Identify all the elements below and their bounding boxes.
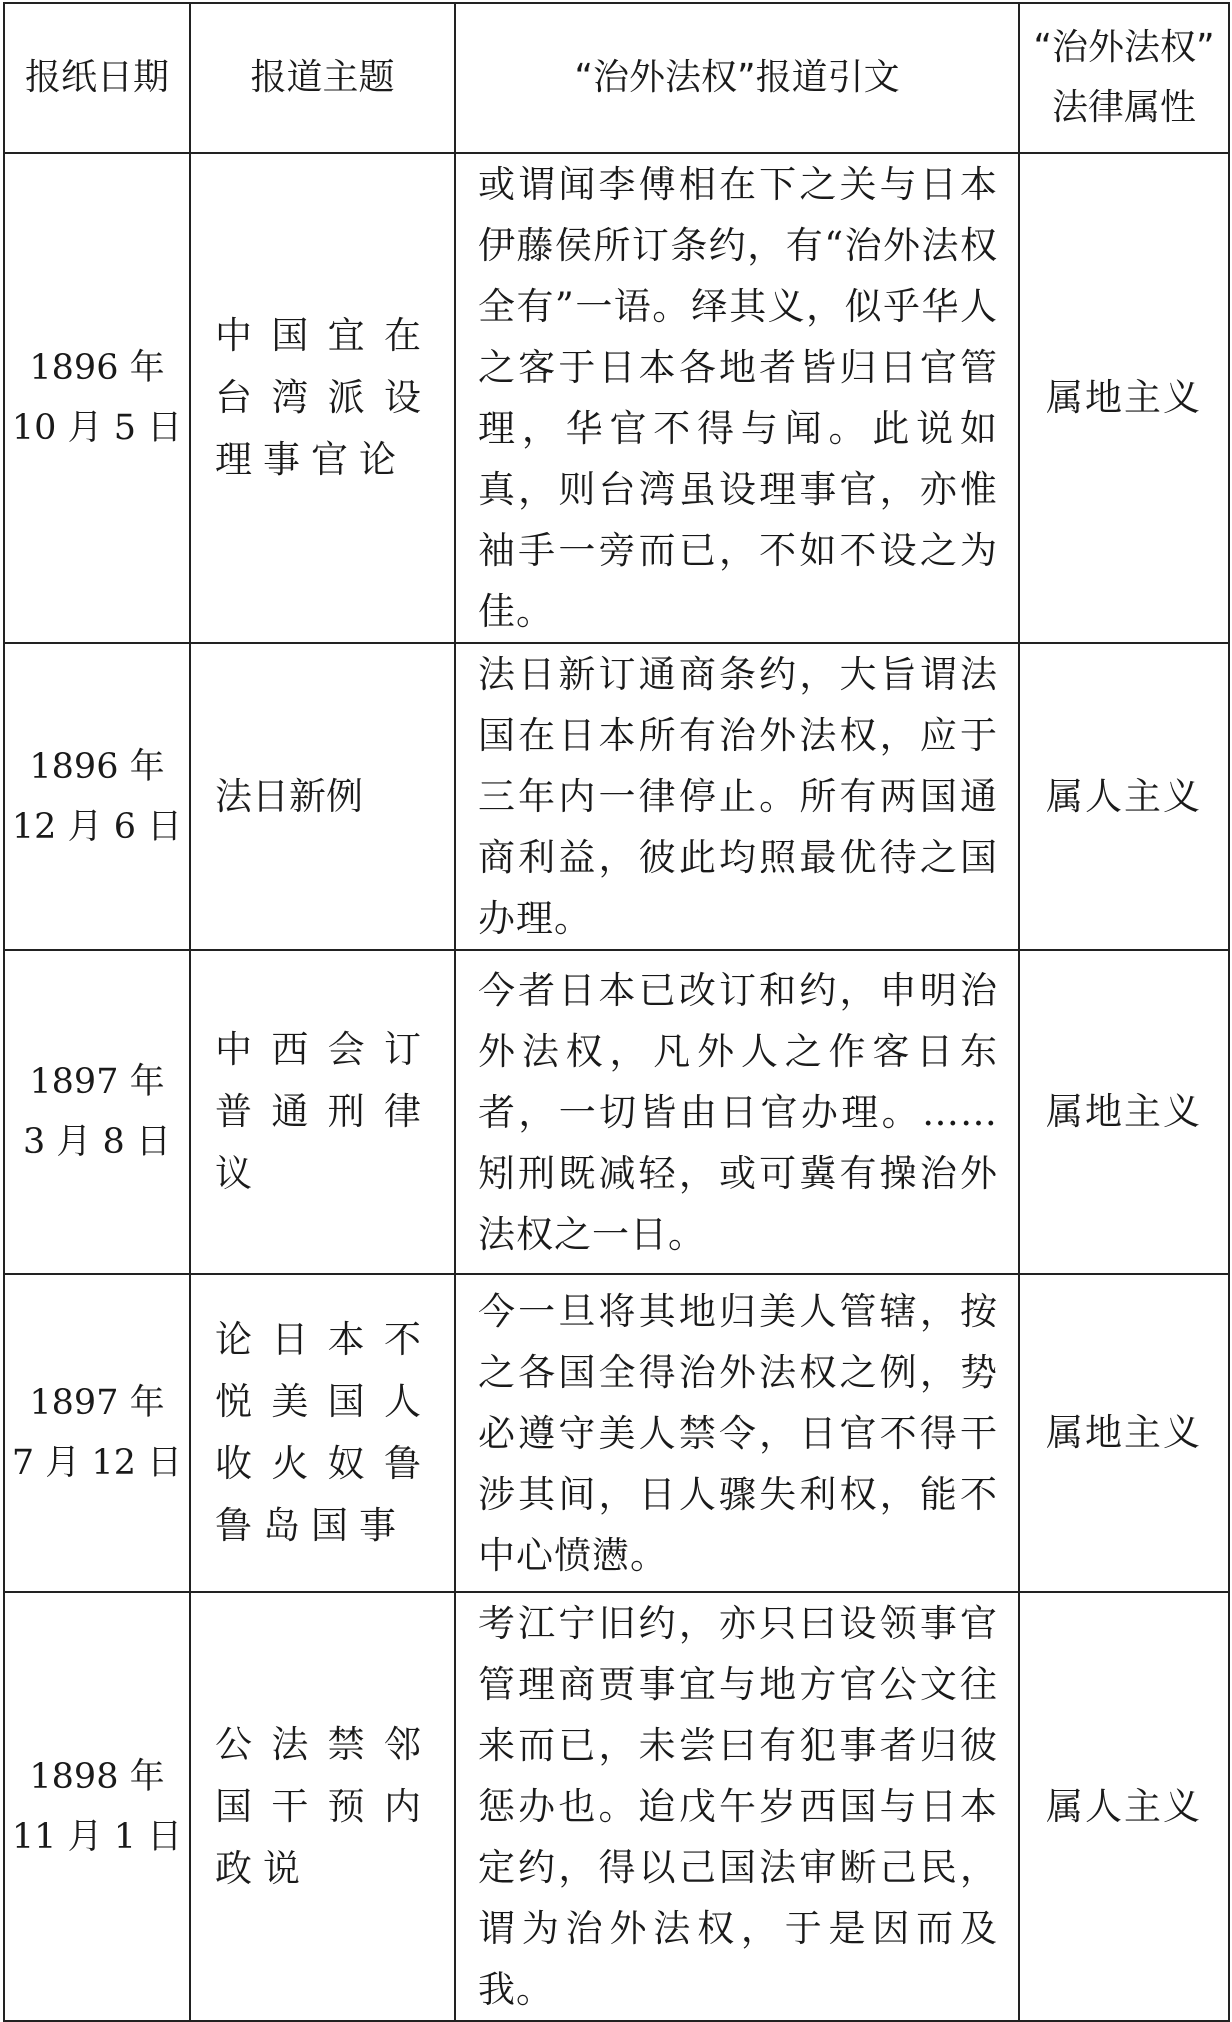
row-quote: 法日新订通商条约，大旨谓法国在日本所有治外法权，应于三年内一律停止。所有两国通商利益，彼此均照最优待之国办理。: [455, 643, 1019, 950]
table-row: [4, 643, 1229, 950]
table-row: [4, 153, 1229, 643]
row-topic: 中国宜在台湾派设理事官论: [190, 153, 455, 643]
row-date-day: 3 月 8 日: [23, 1122, 171, 1162]
row-date: [4, 643, 190, 950]
row-date-year: 1897 年: [29, 1062, 165, 1102]
row-date-year: 1897 年: [29, 1383, 165, 1423]
row-date: [4, 1274, 190, 1592]
row-attribute: 属地主义: [1019, 1274, 1229, 1592]
row-quote: 今一旦将其地归美人管辖，按之各国全得治外法权之例，势必遵守美人禁令，日官不得干涉其间，日人骤失利权，能不中心愤懑。: [455, 1274, 1019, 1592]
row-attribute: 属地主义: [1019, 153, 1229, 643]
row-quote: 或谓闻李傅相在下之关与日本伊藤侯所订条约，有“治外法权全有”一语。绎其义，似乎华人之客于日本各地者皆归日官管理，华官不得与闻。此说如真，则台湾虽设理事官，亦惟袖手一旁而已，不如不设之为佳。: [455, 153, 1019, 643]
table-row: [4, 950, 1229, 1274]
row-date-day: 7 月 12 日: [11, 1443, 183, 1483]
row-date-day: 10 月 5 日: [11, 408, 183, 448]
row-date-day: 11 月 1 日: [11, 1816, 183, 1857]
row-date-day: 12 月 6 日: [11, 806, 183, 847]
row-topic: 中西会订普通刑律议: [190, 950, 455, 1274]
header-attribute: [1019, 3, 1229, 153]
row-attribute: 属人主义: [1019, 643, 1229, 950]
header-date: 报纸日期: [4, 3, 190, 153]
header-quote: “治外法权”报道引文: [455, 3, 1019, 153]
row-attribute: 属人主义: [1019, 1592, 1229, 2021]
table-header-row: [4, 3, 1229, 153]
row-date: [4, 1592, 190, 2021]
row-date: [4, 153, 190, 643]
row-date: [4, 950, 190, 1274]
header-attribute-line1: “治外法权”: [1033, 27, 1215, 68]
header-attribute-line2: 法律属性: [1051, 87, 1196, 128]
row-quote: 今者日本已改订和约，申明治外法权，凡外人之作客日东者，一切皆由日官办理。……矧刑既减轻，或可冀有操治外法权之一日。: [455, 950, 1019, 1274]
header-topic: 报道主题: [190, 3, 455, 153]
table-row: [4, 1274, 1229, 1592]
extraterritoriality-table: [3, 2, 1230, 2022]
row-topic: 论日本不悦美国人收火奴鲁鲁岛国事: [190, 1274, 455, 1592]
row-topic: 法日新例: [190, 643, 455, 950]
row-date-year: 1896 年: [29, 746, 165, 787]
row-date-year: 1896 年: [29, 348, 165, 388]
row-quote: 考江宁旧约，亦只曰设领事官管理商贾事宜与地方官公文往来而已，未尝曰有犯事者归彼惩办也。迨戊午岁西国与日本定约，得以己国法审断己民，谓为治外法权，于是因而及我。: [455, 1592, 1019, 2021]
table-row: [4, 1592, 1229, 2021]
row-topic: 公法禁邻国干预内政说: [190, 1592, 455, 2021]
row-attribute: 属地主义: [1019, 950, 1229, 1274]
row-date-year: 1898 年: [29, 1756, 165, 1797]
